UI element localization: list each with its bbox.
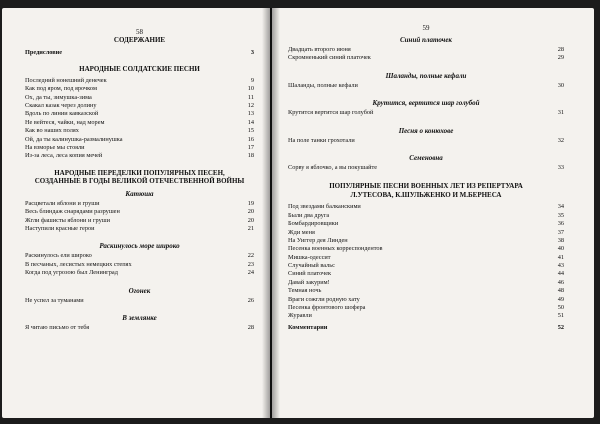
song-group [25, 287, 254, 305]
entry-title: Я читаю письмо от тебя [25, 323, 90, 331]
entry-page: 33 [557, 163, 564, 171]
entry-title: Песенка военных корреспондентов [288, 245, 383, 253]
song-group [25, 190, 254, 234]
entry-title: Весь блиндаж снарядами разрушен [25, 208, 120, 216]
entry-title: На Уиггер дея Линден [288, 236, 348, 244]
entry-page: 37 [557, 228, 564, 236]
entry-page: 31 [557, 109, 564, 117]
entry-title: Из-за леса, леса копия мечей [25, 152, 103, 160]
section-folk-remakes [25, 169, 254, 333]
entry-page: 49 [557, 295, 564, 303]
entry-title: Не успел за туманами [25, 296, 84, 304]
toc-entry [288, 296, 564, 304]
entry-page: 22 [247, 252, 254, 260]
toc-entry [25, 261, 254, 269]
entry-title: Раскинулось ели широко [25, 252, 92, 260]
entry-page: 30 [557, 81, 564, 89]
section-title: НАРОДНЫЕ СОЛДАТСКИЕ ПЕСНИ [79, 65, 200, 74]
entry-title: Случайный вальс [288, 262, 335, 270]
song-group-title: Раскинулось море широко [99, 242, 180, 251]
entry-page: 10 [247, 85, 254, 93]
entry-page: 23 [247, 260, 254, 268]
toc-entry [25, 269, 254, 277]
song-group [288, 72, 564, 90]
entry-title: Скакал казак через долину [25, 102, 97, 110]
entry-page: 28 [247, 323, 254, 331]
entry-page: 24 [247, 269, 254, 277]
book-gutter [262, 8, 280, 418]
toc-entry [288, 270, 564, 278]
entry-title: Песенка фронтового шофера [288, 304, 366, 312]
toc-entry [25, 152, 254, 160]
toc-entry [25, 136, 254, 144]
entry-title: Расцветали яблони и груши [25, 199, 100, 207]
entry-page: 20 [247, 216, 254, 224]
toc-entry [288, 237, 564, 245]
song-group [288, 154, 564, 172]
entry-page: 17 [247, 144, 254, 151]
entry-page: 40 [557, 245, 564, 253]
song-group-title: Семеновна [409, 153, 443, 162]
entry-title: На взморье мы стояли [25, 144, 85, 151]
entry-title: Под звездами балканскими [288, 203, 361, 211]
entry-page: 34 [557, 203, 564, 211]
song-group-title: В землянке [122, 313, 157, 322]
entry-title: Не вейтеся, чайки, над морем [25, 118, 105, 126]
entry-page: 21 [247, 224, 254, 232]
toc-entry [25, 200, 254, 208]
entry-page: 20 [247, 208, 254, 216]
entry-title: Ой, да ты калинушка-размалинушка [25, 135, 123, 143]
entry-page: 14 [247, 118, 254, 126]
left-page [2, 8, 270, 418]
entry-title: Когда под угрозою был Ленинград [25, 269, 118, 277]
toc-title: СОДЕРЖАНИЕ [113, 36, 166, 44]
toc-entry [25, 85, 254, 93]
toc-entry [25, 144, 254, 152]
right-page [272, 8, 594, 418]
entry-title: Ох, да ты, зимушка-зима [25, 93, 92, 101]
toc-entry [25, 208, 254, 216]
entry-page: 26 [247, 296, 254, 304]
entry-page: 9 [250, 76, 254, 84]
toc-entry [25, 119, 254, 127]
entry-page: 44 [557, 270, 564, 278]
entry-title: Были два друга [288, 211, 330, 219]
toc-entry [288, 245, 564, 253]
entry-title: В песчаных, лесистых немецких степях [25, 260, 132, 268]
entry-title: Синий платочек [288, 270, 332, 278]
song-group [25, 242, 254, 277]
toc-entry [25, 94, 254, 102]
song-group-title: Огонек [128, 286, 151, 295]
toc-entry [25, 297, 254, 305]
entry-title: Шаланды, полные кефали [288, 81, 358, 89]
entry-title: Жгли фашисты яблони и груши [25, 216, 110, 224]
entry-page: 28 [557, 45, 564, 53]
entry-title: Темная ночь [288, 287, 322, 295]
entry-title: Как под яром, под ярочком [25, 85, 97, 93]
toc-entry [288, 54, 564, 62]
entry-title: Сорву я яблочко, а вы покушайте [288, 163, 378, 171]
toc-entry [25, 225, 254, 233]
toc-entry [288, 82, 564, 90]
entry-title: Давай закурим! [288, 278, 330, 286]
entry-page: 35 [557, 211, 564, 219]
toc-entry [25, 127, 254, 135]
toc-entry [25, 77, 254, 85]
toc-entry [288, 312, 564, 320]
page-number: 58 [136, 28, 143, 36]
entry-title: На поле танки грохотали [288, 136, 355, 144]
toc-entry-preface: Предисловие 3 [25, 48, 254, 56]
song-group-title: Крутится, вертится шар голубой [372, 99, 480, 108]
entry-page: 38 [557, 236, 564, 244]
entry-title: Мишка-одессит [288, 253, 331, 261]
section-title: ПОПУЛЯРНЫЕ ПЕСНИ ВОЕННЫХ ЛЕТ ИЗ РЕПЕРТУАРА Л.УТЕСОВА, К.ШУЛЬЖЕНКО И М.БЕРНЕСА [329, 182, 523, 199]
toc-entry [288, 137, 564, 145]
entry-title: Журавли [288, 312, 312, 320]
entry-page: 48 [557, 287, 564, 295]
entry-page: 51 [557, 312, 564, 320]
toc-entry [25, 217, 254, 225]
entry-page: 46 [557, 278, 564, 286]
entry-page: 29 [557, 54, 564, 62]
entry-title: Последний нонешний денечек [25, 76, 107, 84]
toc-entry [288, 287, 564, 295]
toc-entry [288, 220, 564, 228]
section-folk-soldier-songs [25, 65, 254, 160]
entry-page: 50 [557, 304, 564, 312]
toc-entry [25, 252, 254, 260]
entry-title: Как во наших полях [25, 127, 79, 135]
toc-entry [288, 46, 564, 54]
toc-entry [288, 164, 564, 172]
entry-page: 12 [247, 102, 254, 110]
toc-entry [288, 304, 564, 312]
song-group-title: Синий платочек [400, 36, 452, 44]
toc-entry [25, 102, 254, 110]
entry-title: Скромненький синий платочек [288, 54, 371, 62]
toc-entry-comments: Комментарии 52 [288, 323, 564, 331]
song-group [288, 99, 564, 117]
toc-entry [25, 110, 254, 118]
song-group [288, 36, 564, 63]
toc-entry [288, 229, 564, 237]
song-group [25, 314, 254, 332]
entry-page: 43 [557, 262, 564, 270]
entry-page: 11 [247, 93, 254, 101]
page-number: 59 [422, 24, 430, 32]
toc-entry [288, 203, 564, 211]
entry-page: 32 [557, 136, 564, 144]
entry-page: 16 [247, 135, 254, 143]
toc-entry [288, 279, 564, 287]
toc-entry [288, 254, 564, 262]
song-group-title: Шаланды, полные кефали [385, 71, 467, 80]
song-group-title: Песня о конюхове [398, 126, 454, 135]
entry-page: 36 [557, 220, 564, 228]
entry-page: 13 [247, 110, 254, 118]
entry-title: Двадцать второго июня [288, 45, 351, 53]
section-title: НАРОДНЫЕ ПЕРЕДЕЛКИ ПОПУЛЯРНЫХ ПЕСЕН, СОЗДАННЫЕ В ГОДЫ ВЕЛИКОЙ ОТЕЧЕСТВЕННОЙ ВОЙНЫ [34, 168, 245, 186]
entry-title: Наступили красные герои [25, 224, 95, 232]
entry-title: Бомбардировщики [288, 220, 339, 228]
entry-page: 15 [247, 127, 254, 135]
toc-entry [25, 324, 254, 332]
song-group [288, 127, 564, 145]
toc-entry [288, 109, 564, 117]
entry-title: Жди меня [288, 228, 315, 236]
entry-page: 19 [247, 199, 254, 207]
song-group-title: Катюша [125, 189, 154, 198]
entry-title: Крутится вертится шар голубой [288, 109, 374, 117]
entry-title: Враги сожгли родную хату [288, 295, 360, 303]
entry-page: 18 [247, 152, 254, 160]
section-popular-war-songs [288, 182, 564, 320]
entry-page: 41 [557, 253, 564, 261]
toc-entry [288, 212, 564, 220]
toc-entry [288, 262, 564, 270]
entry-title: Вдоль по линии кавказской [25, 110, 99, 118]
